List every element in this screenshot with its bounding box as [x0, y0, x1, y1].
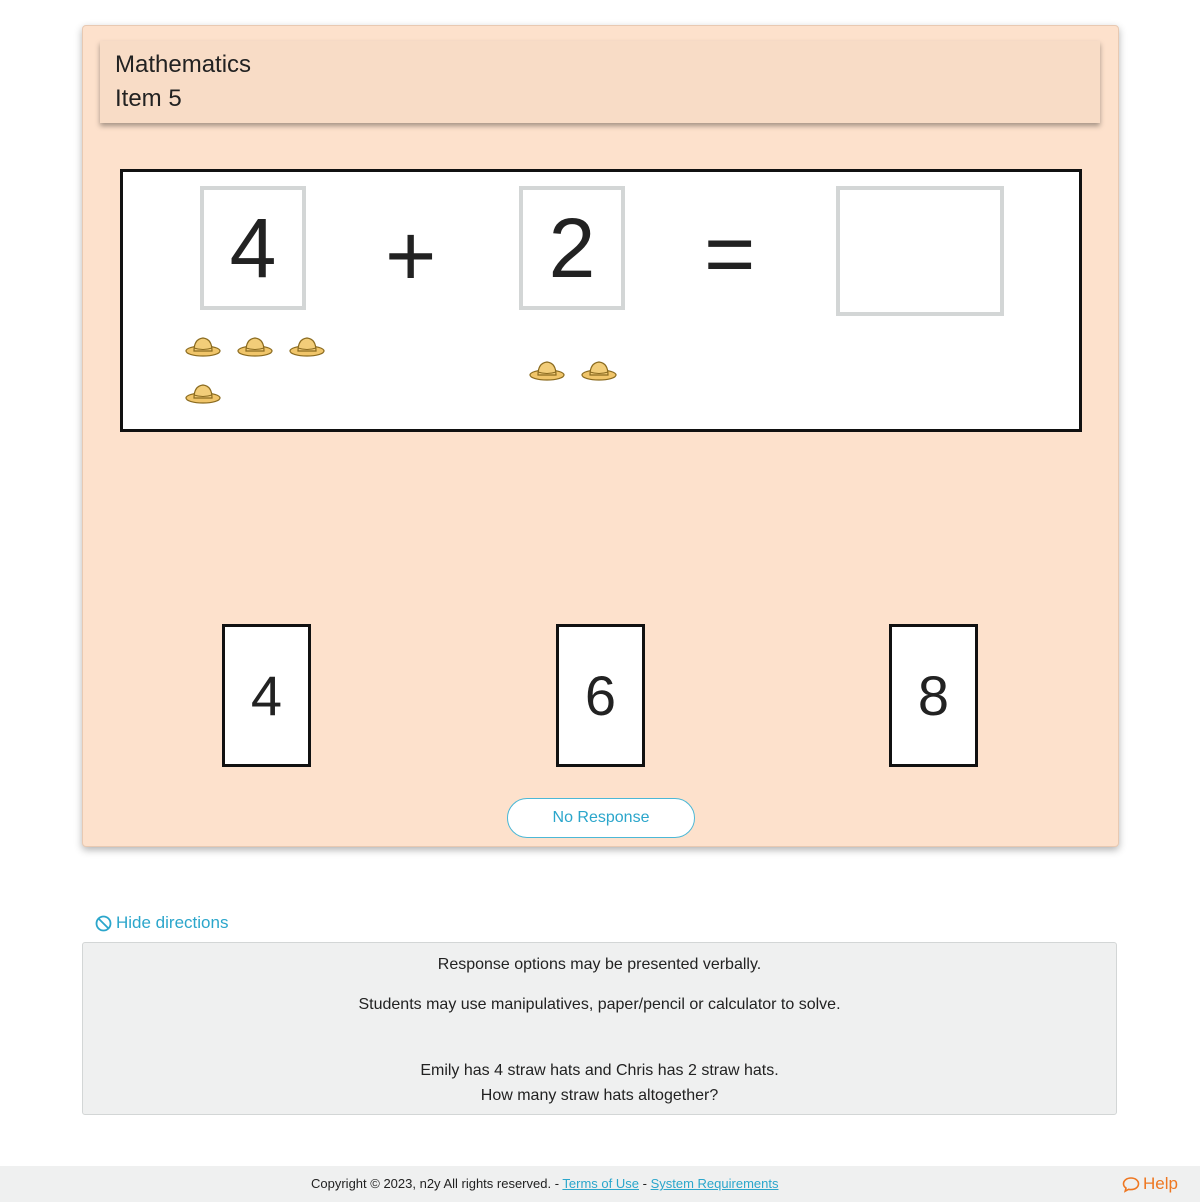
answer-choice-4[interactable]: 4	[222, 624, 311, 767]
direction-line: How many straw hats altogether?	[480, 1087, 719, 1104]
help-label: Help	[1143, 1174, 1178, 1193]
hide-directions-toggle[interactable]	[95, 913, 228, 933]
hide-directions-label: Hide directions	[116, 913, 229, 932]
answer-choice-8[interactable]: 8	[889, 624, 978, 767]
straw-hat-icon	[236, 333, 274, 357]
item-header	[100, 41, 1100, 123]
answer-drop-box[interactable]	[836, 186, 1004, 316]
answer-choice-6[interactable]: 6	[556, 624, 645, 767]
speech-bubble-icon	[1122, 1176, 1140, 1193]
straw-hat-icon	[184, 333, 222, 357]
direction-line: Response options may be presented verbally.	[437, 956, 762, 973]
item-card	[82, 25, 1119, 847]
straw-hat-icon	[580, 357, 618, 381]
direction-line: Emily has 4 straw hats and Chris has 2 straw hats.	[420, 1062, 779, 1079]
addend-2-box: 2	[519, 186, 625, 310]
copyright-text: Copyright © 2023, n2y All rights reserved. -	[311, 1176, 560, 1191]
system-requirements-link[interactable]: System Requirements	[650, 1176, 779, 1191]
footer-separator: -	[642, 1176, 647, 1191]
terms-of-use-link[interactable]: Terms of Use	[562, 1176, 639, 1191]
subject-title: Mathematics	[115, 51, 252, 78]
item-number: Item 5	[115, 85, 182, 112]
equation-panel	[120, 169, 1082, 432]
equals-sign: =	[704, 204, 756, 303]
footer	[0, 1166, 1200, 1202]
prohibited-icon	[95, 915, 112, 932]
straw-hat-icon	[184, 380, 222, 404]
addend-1-box: 4	[200, 186, 306, 310]
straw-hat-icon	[528, 357, 566, 381]
footer-copyright	[311, 1176, 778, 1191]
no-response-button[interactable]: No Response	[507, 798, 695, 838]
straw-hat-icon	[288, 333, 326, 357]
plus-sign: +	[385, 206, 437, 305]
directions-panel	[82, 942, 1117, 1115]
help-button[interactable]	[1122, 1174, 1178, 1194]
direction-line: Students may use manipulatives, paper/pencil or calculator to solve.	[358, 996, 841, 1013]
